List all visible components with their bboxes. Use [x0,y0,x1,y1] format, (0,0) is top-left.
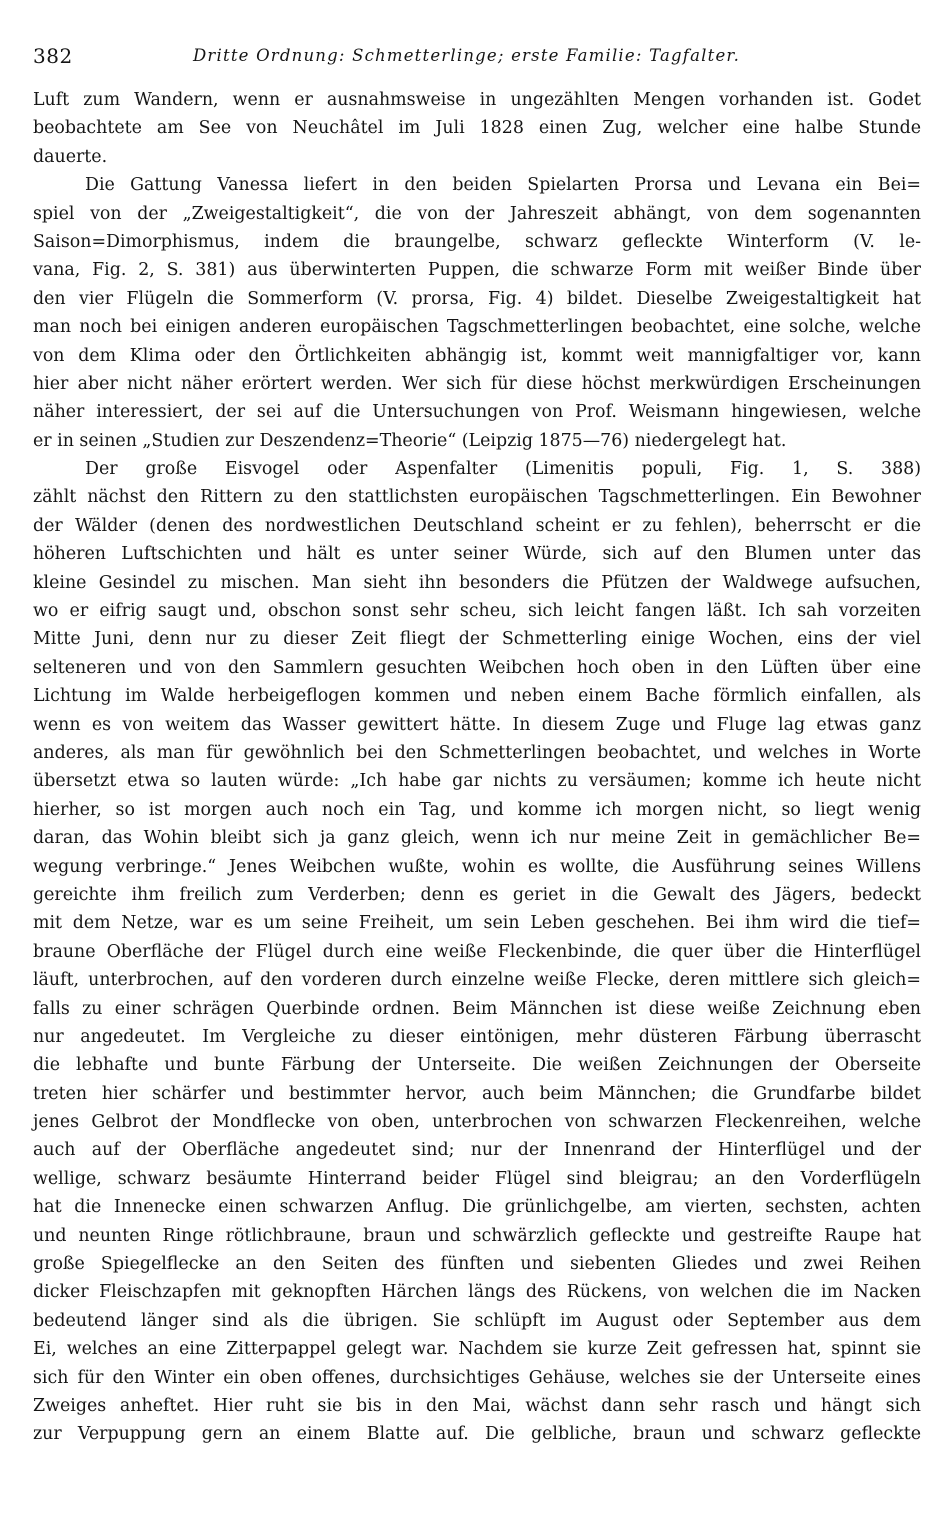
text-line: zur Verpuppung gern an einem Blatte auf. Die gelbliche, braun und schwarz gefleckte [33,1424,921,1445]
text-line: Saison=Dimorphismus, indem die braungelbe, schwarz gefleckte Winterform (V. le- [33,231,921,252]
text-line: hier aber nicht näher erörtert werden. Wer sich für diese höchst merkwürdigen Erscheinungen [33,373,921,394]
text-line: dauerte. [33,146,108,167]
text-line: große Spiegelflecke an den Seiten des fünften und siebenten Gliedes und zwei Reihen [33,1254,921,1275]
text-line: vana, Fig. 2, S. 381) aus überwinterten Puppen, die schwarze Form mit weißer Binde über [33,260,921,281]
text-line: die lebhafte und bunte Färbung der Unterseite. Die weißen Zeichnungen der Oberseite [33,1055,921,1076]
text-line: näher interessiert, der sei auf die Untersuchungen von Prof. Weismann hingewiesen, welche [33,402,921,423]
text-line: braune Oberfläche der Flügel durch eine weiße Fleckenbinde, die quer über die Hinterflügel [33,941,921,962]
paragraph [33,455,921,1449]
text-line: hierher, so ist morgen auch noch ein Tag, und komme ich morgen nicht, so liegt wenig [33,799,921,820]
page-header [33,44,913,74]
text-line: und neunten Ringe rötlichbraune, braun und schwärzlich gefleckte und gestreifte Raupe hat [33,1225,921,1246]
text-line: Mitte Juni, denn nur zu dieser Zeit fliegt der Schmetterling einige Wochen, eins der viel [33,629,921,650]
text-line: wegung verbringe.“ Jenes Weibchen wußte, wohin es wollte, die Ausführung seines Willens [33,856,921,877]
text-line: übersetzt etwa so lauten würde: „Ich habe gar nichts zu versäumen; komme ich heute nicht [33,771,921,792]
text-line: mit dem Netze, war es um seine Freiheit, um sein Leben geschehen. Bei ihm wird die tief= [33,913,921,934]
text-line: dicker Fleischzapfen mit geknopften Härchen längs des Rückens, von welchen die im Nacken [33,1282,921,1303]
text-line: wo er eifrig saugt und, obschon sonst sehr scheu, sich leicht fangen läßt. Ich sah vorzeiten [33,601,921,622]
text-line: kleine Gesindel zu mischen. Man sieht ihn besonders die Pfützen der Waldwege aufsuchen, [33,572,921,593]
text-line: Der große Eisvogel oder Aspenfalter (Limenitis populi, Fig. 1, S. 388) [85,459,921,480]
text-line: hat die Innenecke einen schwarzen Anflug. Die grünlichgelbe, am vierten, sechsten, achten [33,1197,921,1218]
text-line: beobachtete am See von Neuchâtel im Juli 1828 einen Zug, welcher eine halbe Stunde [33,118,921,139]
text-line: spiel von der „Zweigestaltigkeit“, die von der Jahreszeit abhängt, von dem sogenannten [33,203,921,224]
text-line: anderes, als man für gewöhnlich bei den Schmetterlingen beobachtet, und welches in Worte [33,742,921,763]
text-line: wenn es von weitem das Wasser gewittert hätte. In diesem Zuge und Fluge lag etwas ganz [33,714,921,735]
text-line: Luft zum Wandern, wenn er ausnahmsweise in ungezählten Mengen vorhanden ist. Godet [33,90,921,110]
text-line: Zweiges anheftet. Hier ruht sie bis in den Mai, wächst dann sehr rasch und hängt sich [33,1395,921,1416]
body-text [33,86,921,1449]
text-line: sich für den Winter ein oben offenes, durchsichtiges Gehäuse, welches sie der Unterseite eines [33,1367,921,1388]
text-line: treten hier schärfer und bestimmter hervor, auch beim Männchen; die Grundfarbe bildet [33,1083,921,1104]
text-line: der Wälder (denen des nordwestlichen Deutschland scheint er zu fehlen), beherrscht er die [33,515,921,536]
paragraph [33,86,921,171]
text-line: zählt nächst den Rittern zu den stattlichsten europäischen Tagschmetterlingen. Ein Bewohner [33,487,921,508]
text-line: höheren Luftschichten und hält es unter seiner Würde, sich auf den Blumen unter das [33,544,921,565]
text-line: er in seinen „Studien zur Deszendenz=Theorie“ (Leipzig 1875—76) niedergelegt hat. [33,430,787,451]
text-line: wellige, schwarz besäumte Hinterrand beider Flügel sind bleigrau; an den Vorderflügeln [33,1168,921,1189]
text-line: auch auf der Oberfläche angedeutet sind; nur der Innenrand der Hinterflügel und der [33,1140,921,1161]
text-line: jenes Gelbrot der Mondflecke von oben, unterbrochen von schwarzen Fleckenreihen, welche [33,1112,921,1133]
paragraph [33,171,921,455]
text-line: nur angedeutet. Im Vergleiche zu dieser eintönigen, mehr düsteren Färbung überrascht [33,1026,921,1047]
text-line: Ei, welches an eine Zitterpappel gelegt war. Nachdem sie kurze Zeit gefressen hat, spinnt sie [33,1339,921,1360]
text-line: man noch bei einigen anderen europäischen Tagschmetterlingen beobachtet, eine solche, welche [33,317,921,338]
running-head: Dritte Ordnung: Schmetterlinge; erste Familie: Tagfalter. [193,46,741,65]
text-line: daran, das Wohin bleibt sich ja ganz gleich, wenn ich nur meine Zeit in gemächlicher Be= [33,828,921,849]
text-line: von dem Klima oder den Örtlichkeiten abhängig ist, kommt weit mannigfaltiger vor, kann [33,345,921,366]
text-line: falls zu einer schrägen Querbinde ordnen. Beim Männchen ist diese weiße Zeichnung eben [33,998,921,1019]
page-number: 382 [33,44,73,68]
text-line: den vier Flügeln die Sommerform (V. prorsa, Fig. 4) bildet. Dieselbe Zweigestaltigkeit hat [33,288,921,309]
text-line: läuft, unterbrochen, auf den vorderen durch einzelne weiße Flecke, deren mittlere sich gleich= [33,970,921,991]
text-line: gereichte ihm freilich zum Verderben; denn es geriet in die Gewalt des Jägers, bedeckt [33,884,921,905]
text-line: selteneren und von den Sammlern gesuchten Weibchen hoch oben in den Lüften über eine [33,657,921,678]
text-line: Lichtung im Walde herbeigeflogen kommen und neben einem Bache förmlich einfallen, als [33,686,921,707]
text-line: bedeutend länger sind als die übrigen. Sie schlüpft im August oder September aus dem [33,1310,921,1331]
text-line: Die Gattung Vanessa liefert in den beiden Spielarten Prorsa und Levana ein Bei= [85,175,921,196]
